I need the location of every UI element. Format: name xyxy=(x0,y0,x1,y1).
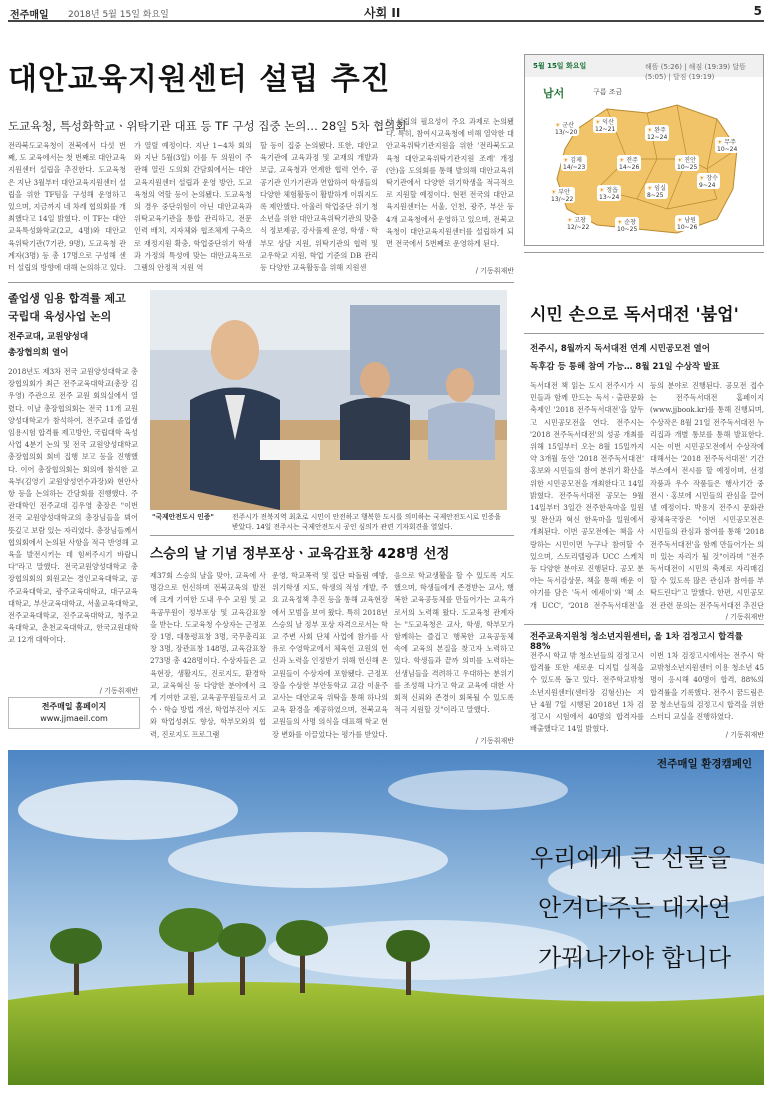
weather-city-name: 순창 xyxy=(624,219,636,226)
homepage-url[interactable]: www.jjmaeil.com xyxy=(40,714,108,723)
page-number: 5 xyxy=(753,4,762,18)
story3-col-1: 제37회 스승의 날을 맞아, 교육에 사명감으로 헌신하며 전북교육의 발전에 크게 기여한 도내 우수 교원 및 교육공무원이 정부포상 및 교육감표창을 받는다. 도교육청 수상자는 근정포장 1명, 대통령표창 3명, 국무총리표창 3명, 장관표창 148명, 교육감표창 273명 총 428명이다. 수상자들은 교육현장, 생활지도, 진로지도, 환경학교, 교육혁신 등 다양한 분야에서 크게 기여한 교원, 교육공무원들로서 교수ㆍ학습 방법 개선, 학업부진아 지도와 학업성취도 향상, 학부모와의 협력, 진로지도 프로그램 xyxy=(150,571,266,739)
weather-city-temp: 10~26 xyxy=(677,224,698,231)
weather-city xyxy=(697,173,720,189)
weather-city-name: 진안 xyxy=(684,157,696,164)
weather-date: 5월 15일 화요일 xyxy=(533,62,587,70)
partly-cloudy-icon: ☀ xyxy=(599,187,607,194)
weather-city-temp: 12~24 xyxy=(647,134,668,141)
partly-cloudy-icon: ☀ xyxy=(677,217,685,224)
weather-city xyxy=(675,215,699,231)
weather-city xyxy=(617,155,641,171)
weather-city xyxy=(645,125,669,141)
section-title: 사회 II xyxy=(364,6,401,20)
story4-byline: / 기동취재반 xyxy=(725,613,764,621)
weather-region: 남서 xyxy=(543,87,565,100)
weather-city-name: 전주 xyxy=(626,157,638,164)
main-article-col-4: 터 설립의 필요성이 주요 과제로 논의됐다. 특히, 참여시교육청에 비해 열악한 대안교육위탁기관지원을 위한 '전라북도교육청 대안교육위탁기관지원 조례' 개정(안)을 도의회를 통해 발의해 대안교육위탁기관에서 다양한 위기학생을 적극적으로 지원할 예정이다. 현편 전국의 대안교육지원센터는 서울, 인천, 광주, 부산 등 4개 교육청에서 운영하고 있으며, 전북교육청이 대안교육지원센터를 설립하게 되면 전국에서 5번째로 운영하게 된다. xyxy=(386,117,514,249)
ad-line-1: 우리에게 큰 선물을 xyxy=(530,844,731,872)
story3-byline: / 기동취재반 xyxy=(475,737,514,745)
weather-city-temp: 13~24 xyxy=(599,194,620,201)
weather-city-temp: 10~25 xyxy=(617,226,638,233)
partly-cloudy-icon: ☀ xyxy=(595,119,603,126)
story2-byline: / 기동취재반 xyxy=(99,687,138,695)
weather-city-name: 무주 xyxy=(724,139,736,146)
story4-title: 시민 손으로 독서대전 '붐업' xyxy=(530,305,739,325)
weather-city-name: 정읍 xyxy=(606,187,618,194)
weather-city xyxy=(565,215,591,231)
main-subheadline: 도교육청, 특성화학교ㆍ위탁기관 대표 등 TF 구성 집중 논의… 28일 5차 협의회 xyxy=(8,119,407,133)
story4-col-2: 등의 분야로 진행된다. 공모전 접수는 전주독서대전 홈페이지(www.jjbook.kr)를 통해 진행되며, 수상작은 8월 21일 전주독서대전 누리집과 개별 통보를 통해 발표한다. 시는 이번 시민공모전에서 수상작에 대해서는 '2018 전주독서대전' 기간 부스에서 전시를 할 예정이며, 선정 작품과 우수 작품들은 행사기간 중 전시ㆍ홍보에 시민들의 관심을 끌어낼 예정이다. 박용지 전주시 문화관광체육국장은 "이번 시민공모전은 시민들의 관심과 참여를 통해 '2018 전주독서대전'을 함께 만들어가는 의미 있는 자리가 될 것"이라며 "전주독서대전이 시민의 축제로 자리매김할 수 있도록 많은 관심과 참여를 부탁드린다"고 말했다. 한편, 시민공모전 관련 문의는 전주독서대전 추진단 xyxy=(650,381,764,610)
weather-city-name: 고창 xyxy=(574,217,586,224)
weather-city xyxy=(675,155,699,171)
partly-cloudy-icon: ☀ xyxy=(647,185,655,192)
weather-city-temp: 13/~22 xyxy=(551,196,574,203)
weather-city-name: 임실 xyxy=(654,185,666,192)
story2-body: 2018년도 제3차 전국 교원양성대학교 총장협의회가 최근 전주교육대학교(총장 김우영) 주관으로 전주 교원 회의실에서 열렸다. 이날 총장협의회는 전국 11개 교원양성대학교가 참석하여, 전주교대 졸업생 임용시험 합격률 제고방안, 국립대학 육성사업 4분기 논의 및 전국 교원양성대학교 총장협의회 회비 집행 보고 등을 진행했다. 이어 총장협의회는 회의에 참석한 교육부(김영기 교원양성연수과장)와 현안사항 등을 논의하는 간담회를 진행했다. 주관대학인 전주교대 김우영 총장은 "이번 전국 교원양성대학교의 총장님들을 뵈어 뜻깊고 보람 있는 자리였다. 총장님들께서 협의회에서 논의된 사항을 적극 반영해 교육을 발전시키는 데 힘써주시기 바랍니다"라고 말했다. 전국교원양성대학교 총장협의회의 회원교는 경인교육대학교, 공주교육대학교, 광주교육대학교, 대구교육대학교, 부산교육대학교, 서울교육대학교, 전주교육대학교, 진주교육대학교, 청주교육대학교, 춘천교육대학교, 한국교원대학교 12개 대학이다. xyxy=(8,367,138,645)
weather-city-temp: 14~26 xyxy=(619,164,640,171)
main-headline: 대안교육지원센터 설립 추진 xyxy=(8,62,391,97)
partly-cloudy-icon: ☀ xyxy=(717,139,725,146)
homepage-label: 전주매일 홈페이지 xyxy=(41,702,107,711)
weather-city-name: 군산 xyxy=(562,122,574,129)
weather-city xyxy=(715,137,739,153)
weather-city xyxy=(615,217,639,233)
weather-city-name: 완주 xyxy=(654,127,666,134)
story2-sub1: 전주교대, 교원양성대 xyxy=(8,332,89,342)
main-byline: / 기동취재반 xyxy=(475,267,514,275)
weather-city xyxy=(561,155,587,171)
ad-line-3: 가꿔나가야 합니다 xyxy=(538,944,732,972)
weather-city-name: 부안 xyxy=(558,189,570,196)
conference-photo xyxy=(150,290,507,510)
partly-cloudy-icon: ☀ xyxy=(617,219,625,226)
photo-caption-title: "국제안전도시 인증" xyxy=(152,513,214,521)
weather-city-temp: 14/~23 xyxy=(563,164,586,171)
story4-sub2: 독후감 등 통해 참여 가능… 8월 21일 수상작 발표 xyxy=(530,362,720,372)
homepage-box[interactable] xyxy=(8,697,140,729)
main-article-col-3: 할 등이 집중 논의됐다. 또한, 대안교육기관에 교육과정 및 교재의 개발과 보급, 교육청과 연계한 협력 연수, 공공기관 인가기관과 연합하여 학생들의 다양한 체험활동이 활발하게 이뤄지도록 제안했다. 아울러 학업중단 위기 청소년을 위한 대안교육위탁기관의 맞춤식 정보제공, 강사풀제 운영, 학생ㆍ학부모 상담 지원, 위탁기관의 협력 및 교우학교 지원, 학업 기준의 DB 관리 등 다양한 교육활동을 위해 지원센 xyxy=(260,141,378,273)
partly-cloudy-icon: ☀ xyxy=(619,157,627,164)
weather-city xyxy=(645,183,668,199)
page-header xyxy=(8,4,764,22)
weather-condition: 구름 조금 xyxy=(593,88,623,96)
weather-box xyxy=(524,54,764,246)
partly-cloudy-icon: ☀ xyxy=(699,175,707,182)
ad-line-2: 안겨다주는 대자연 xyxy=(538,894,732,922)
story2-sub2: 총장협의회 열어 xyxy=(8,348,69,358)
story5-col-1: 전주시 학교 밖 청소년들의 검정고시 합격률 또한 새로운 디지털 실적을 수 있도록 돕고 있다. 전주학교밖청소년지원센터(센터장 김형신)는 지난 4월 7일 시행된 2018년 1차 검정고시 시험에서 40명의 합격자를 배출했다고 14일 밝혔다. xyxy=(530,651,644,734)
story5-col-2: 이번 1차 검정고시에서는 전주시 학교밖청소년지원센터 이용 청소년 45명이 응시해 40명이 합격, 88%의 합격률을 기록했다. 전주시 꿈드림은 꿈 청소년들의 검정고시 합격을 위한 스터디 교실을 진행하였다. xyxy=(650,651,764,722)
weather-city-temp: 8~25 xyxy=(647,192,664,199)
weather-city-name: 장수 xyxy=(706,175,718,182)
weather-sun-times: 해뜸 (5:26) | 해짐 (19:39) 달뜸 (5:05) | 달짐 (19:19) xyxy=(645,63,746,81)
partly-cloudy-icon: ☀ xyxy=(677,157,685,164)
weather-city-temp: 12~21 xyxy=(595,126,616,133)
weather-city-temp: 10~25 xyxy=(677,164,698,171)
weather-city-name: 김제 xyxy=(570,157,582,164)
partly-cloudy-icon: ☀ xyxy=(551,189,559,196)
main-article-col-2: 가 열릴 예정이다. 지난 1~4차 회의와 지난 5월(3일) 이를 두 의원이 주관해 열린 도의회 간담회에서는 대안교육지원센터 설립과 운영 방안, 도교육청의 역할 등이 논의됐다. 도교육청의 경우 중단위험이 아닌 대안교육과 위탁교육기관을 통합 관리하고, 전문 인력 배치, 지자체와 협조체계 구축으로 재정지원 확충, 학업중단위기 학생과 가정의 특성에 맞는 대안교육프로그램의 안정적 지원 역 xyxy=(134,141,252,273)
partly-cloudy-icon: ☀ xyxy=(555,122,563,129)
story3-title: 스승의 날 기념 정부포상ㆍ교육감표창 428명 선정 xyxy=(150,546,450,562)
weather-city xyxy=(553,120,579,136)
partly-cloudy-icon: ☀ xyxy=(563,157,571,164)
weather-city xyxy=(597,185,621,201)
ad-campaign-label: 전주매일 환경캠페인 xyxy=(657,758,752,770)
weather-city xyxy=(549,187,575,203)
partly-cloudy-icon: ☀ xyxy=(647,127,655,134)
main-article-col-1: 전라북도교육청이 전북에서 다섯 번째, 도 교육에서는 첫 번째로 대안교육지원센터 설립을 추진한다. 도교육청은 지난 3월부터 대안교육지원센터 설립을 위한 TF팀을 구성해 운영하고 있으며, 지금까지 네 차례 협의회를 개최했다고 14일 밝혔다. 이 TF는 대안교육특성화학교(2교, 4명)와 대안교육위탁기관(7기관, 9명), 도교육청 관계자(3명) 등 총 17명으로 구성해 센터 설립의 방향에 대해 논의하고 있다. xyxy=(8,141,126,273)
story2-title: 국립대 육성사업 논의 xyxy=(8,310,112,323)
story5-title: 전주교육지원청 청소년지원센터, 올 1차 검정고시 합격률 88% xyxy=(530,632,743,652)
story3-col-2: 운영, 학교폭력 및 집단 따돌림 예방, 위기학생 지도, 학생의 적성 개발, 주요 교육정책 추진 등을 통해 교육현장에서 모범을 보여 왔다. 특히 2018년 스승의 날 정부 포상 자격으로서는 학교 주변 사회 단체 사업에 참가를 사유로 수영학교에서 체육헌 교원의 헌신과 노력을 인정받기 위해 헌신해 온 교원들이 수상자에 포함됐다. 근정포장을 수상한 부안동학교 교감 이윤주 교사는 대안교육 위탁을 통해 하나의 교육 환경을 제공하였으며, 전북교육 교원들의 사명 의식을 대표해 학교 현장 변화를 이끌었다는 평가를 받았다. xyxy=(272,571,388,739)
story2-kicker: 졸업생 임용 합격률 제고 xyxy=(8,292,126,305)
weather-city-name: 남원 xyxy=(684,217,696,224)
weather-city xyxy=(593,117,617,133)
weather-header xyxy=(525,55,763,81)
partly-cloudy-icon: ☀ xyxy=(567,217,575,224)
weather-city-temp: 9~24 xyxy=(699,182,716,189)
weather-city-temp: 13/~20 xyxy=(555,129,578,136)
issue-date: 2018년 5월 15일 화요일 xyxy=(68,10,169,20)
story4-col-1: 독서대전 책 읽는 도시 전주시가 시민들과 함께 만드는 독서ㆍ출판문화 축제인 '2018 전주독서대전'을 앞두고 시민공모전을 연다. 전주시는 '2018 전주독서대전'의 성공 개최를 위해 15일부터 오는 8월 15일까지 약 3개월 동안 '2018 전주독서대전' 홍보와 시민들의 참여 분위기 확산을 위한 시민공모전을 개최한다고 14일 밝혔다. 전주독서대전 공모는 9월 14일부터 3일간 전주한옥마을 일원 및 완산과 혁신 한옥마을 일원에서 개최된다. 이번 공모전에는 책을 사랑하는 시민이면 누구나 참여할 수 있으며, 스토리텔링과 UCC 스케치 등 다양한 분야로 진행된다. 공모 분야는 독서감상문, 책을 통해 배운 이야기를 담은 '독서 에세이'와 '책 소개 UCC', '2018 전주독서대전'을 xyxy=(530,381,644,610)
story4-sub1: 전주시, 8월까지 독서대전 연계 시민공모전 열어 xyxy=(530,344,710,354)
brand-name: 전주매일 xyxy=(10,10,49,21)
story3-col-3: 음으로 학교생활을 할 수 있도록 지도했으며, 학생들에게 존경받는 교사, 행복한 교육공동체를 만들어가는 교육가로서의 노력해 왔다. 도교육청 관계자는 "도교육청은 교사, 학생, 학부모가 함께하는 즐겁고 행복한 교육공동체 속에 교육의 본질을 찾고자 노력하고 있다. 학생들과 끝까 의미를 노력하는 선생님들을 격려하고 우대하는 분위기를 조성해 나가고 학교 교육에 대한 사회적 신뢰와 존경이 회복될 수 있도록 적극 지원할 것"이라고 말했다. xyxy=(394,571,514,715)
weather-city-name: 익산 xyxy=(602,119,614,126)
weather-city-temp: 10~24 xyxy=(717,146,738,153)
environment-campaign-ad xyxy=(8,750,764,1085)
story5-byline: / 기동취재반 xyxy=(725,731,764,739)
weather-city-temp: 12/~22 xyxy=(567,224,590,231)
photo-caption: 전주시가 전북지역 최초로 시민이 안전하고 행복한 도시를 의미하는 국제안전도시로 인증을 받았다. 14일 전주시는 국제안전도시 공인 심의가 관련 기자회견을 열었다. xyxy=(232,513,501,531)
